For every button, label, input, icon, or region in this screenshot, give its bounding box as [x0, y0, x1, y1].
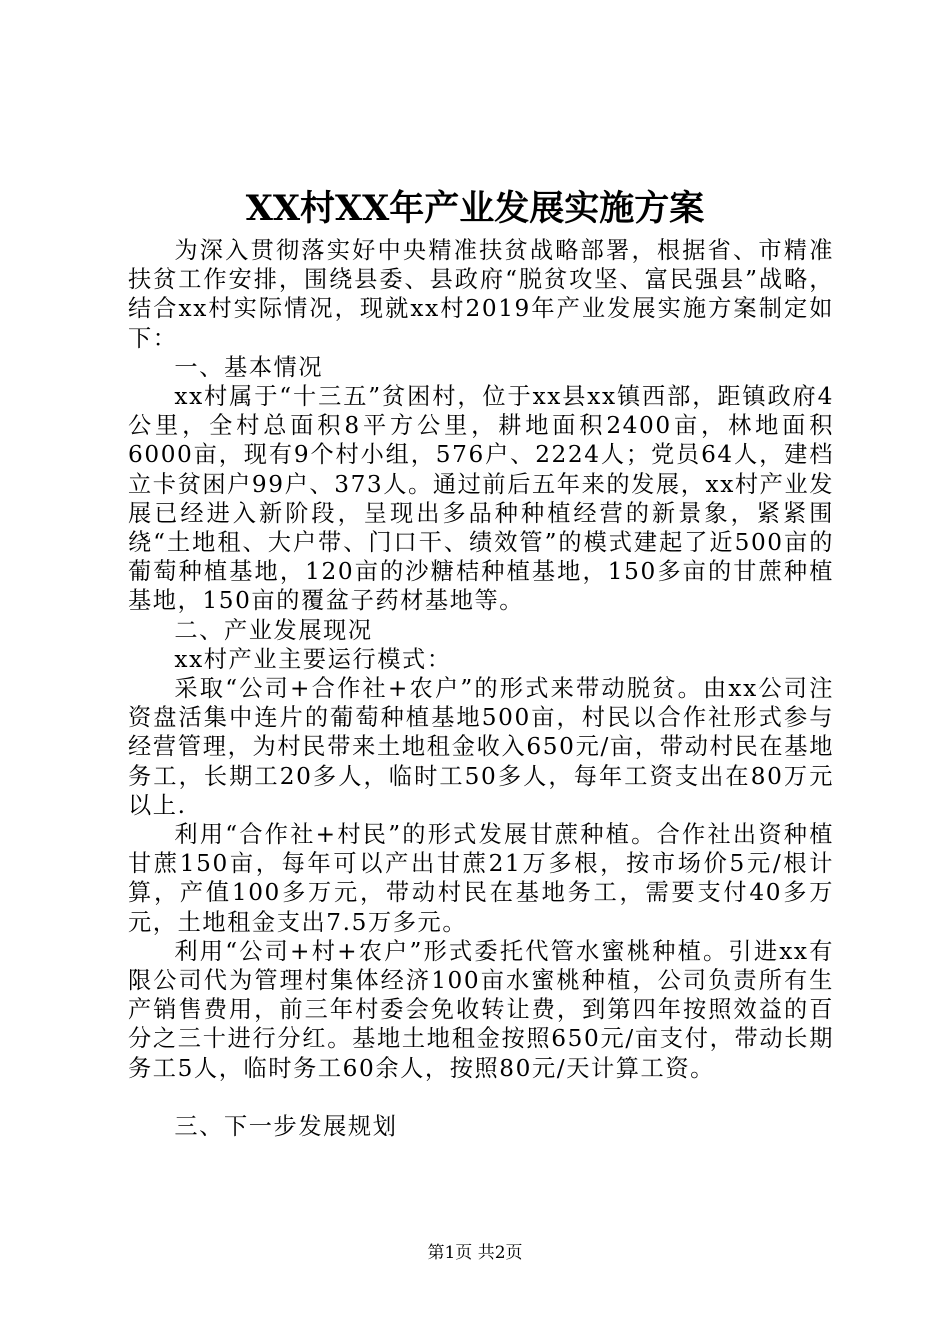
section-heading-next-plan: 三、下一步发展规划 — [174, 1113, 398, 1141]
document-body — [128, 236, 834, 1141]
operation-mode-paragraph: xx村产业主要运行模式： — [174, 645, 452, 673]
intro-paragraph: 为深入贯彻落实好中央精准扶贫战略部署，根据省、市精准扶贫工作安排，围绕县委、县政府“脱贫攻坚、富民强县”战略，结合xx村实际情况，现就xx村2019年产业发展实施方案制定如下： — [128, 237, 834, 352]
document-title: XX村XX年产业发展实施方案 — [245, 188, 705, 229]
section-heading-industry-status: 二、产业发展现况 — [174, 616, 373, 644]
page-footer: 第1页 共2页 — [427, 1243, 523, 1263]
section-heading-basic-situation: 一、基本情况 — [174, 353, 324, 381]
sugarcane-paragraph: 利用“合作社+村民”的形式发展甘蔗种植。合作社出资种植甘蔗150亩，每年可以产出甘蔗21万多根，按市场价5元/根计算，产值100多万元，带动村民在基地务工，需要支付40多万元，土地租金支出7.5万多元。 — [128, 821, 834, 936]
basic-situation-paragraph: xx村属于“十三五”贫困村，位于xx县xx镇西部，距镇政府4公里，全村总面积8平方公里，耕地面积2400亩，林地面积6000亩，现有9个村小组，576户、2224人；党员64人，建档立卡贫困户99户、373人。通过前后五年来的发展，xx村产业发展已经进入新阶段，呈现出多品种种植经营的新景象，紧紧围绕“土地租、大户带、门口干、绩效管”的模式建起了近500亩的葡萄种植基地，120亩的沙糖桔种植基地，150多亩的甘蔗种植基地，150亩的覆盆子药材基地等。 — [128, 383, 835, 615]
peach-paragraph: 利用“公司+村+农户”形式委托代管水蜜桃种植。引进xx有限公司代为管理村集体经济100亩水蜜桃种植，公司负责所有生产销售费用，前三年村委会免收转让费，到第四年按照效益的百分之三十进行分红。基地土地租金按照650元/亩支付，带动长期务工5人，临时务工60余人，按照80元/天计算工资。 — [128, 937, 834, 1082]
grape-base-paragraph: 采取“公司+合作社+农户”的形式来带动脱贫。由xx公司注资盘活集中连片的葡萄种植基地500亩，村民以合作社形式参与经营管理，为村民带来土地租金收入650元/亩，带动村民在基地务工，长期工20多人，临时工50多人，每年工资支出在80万元以上. — [128, 675, 834, 819]
